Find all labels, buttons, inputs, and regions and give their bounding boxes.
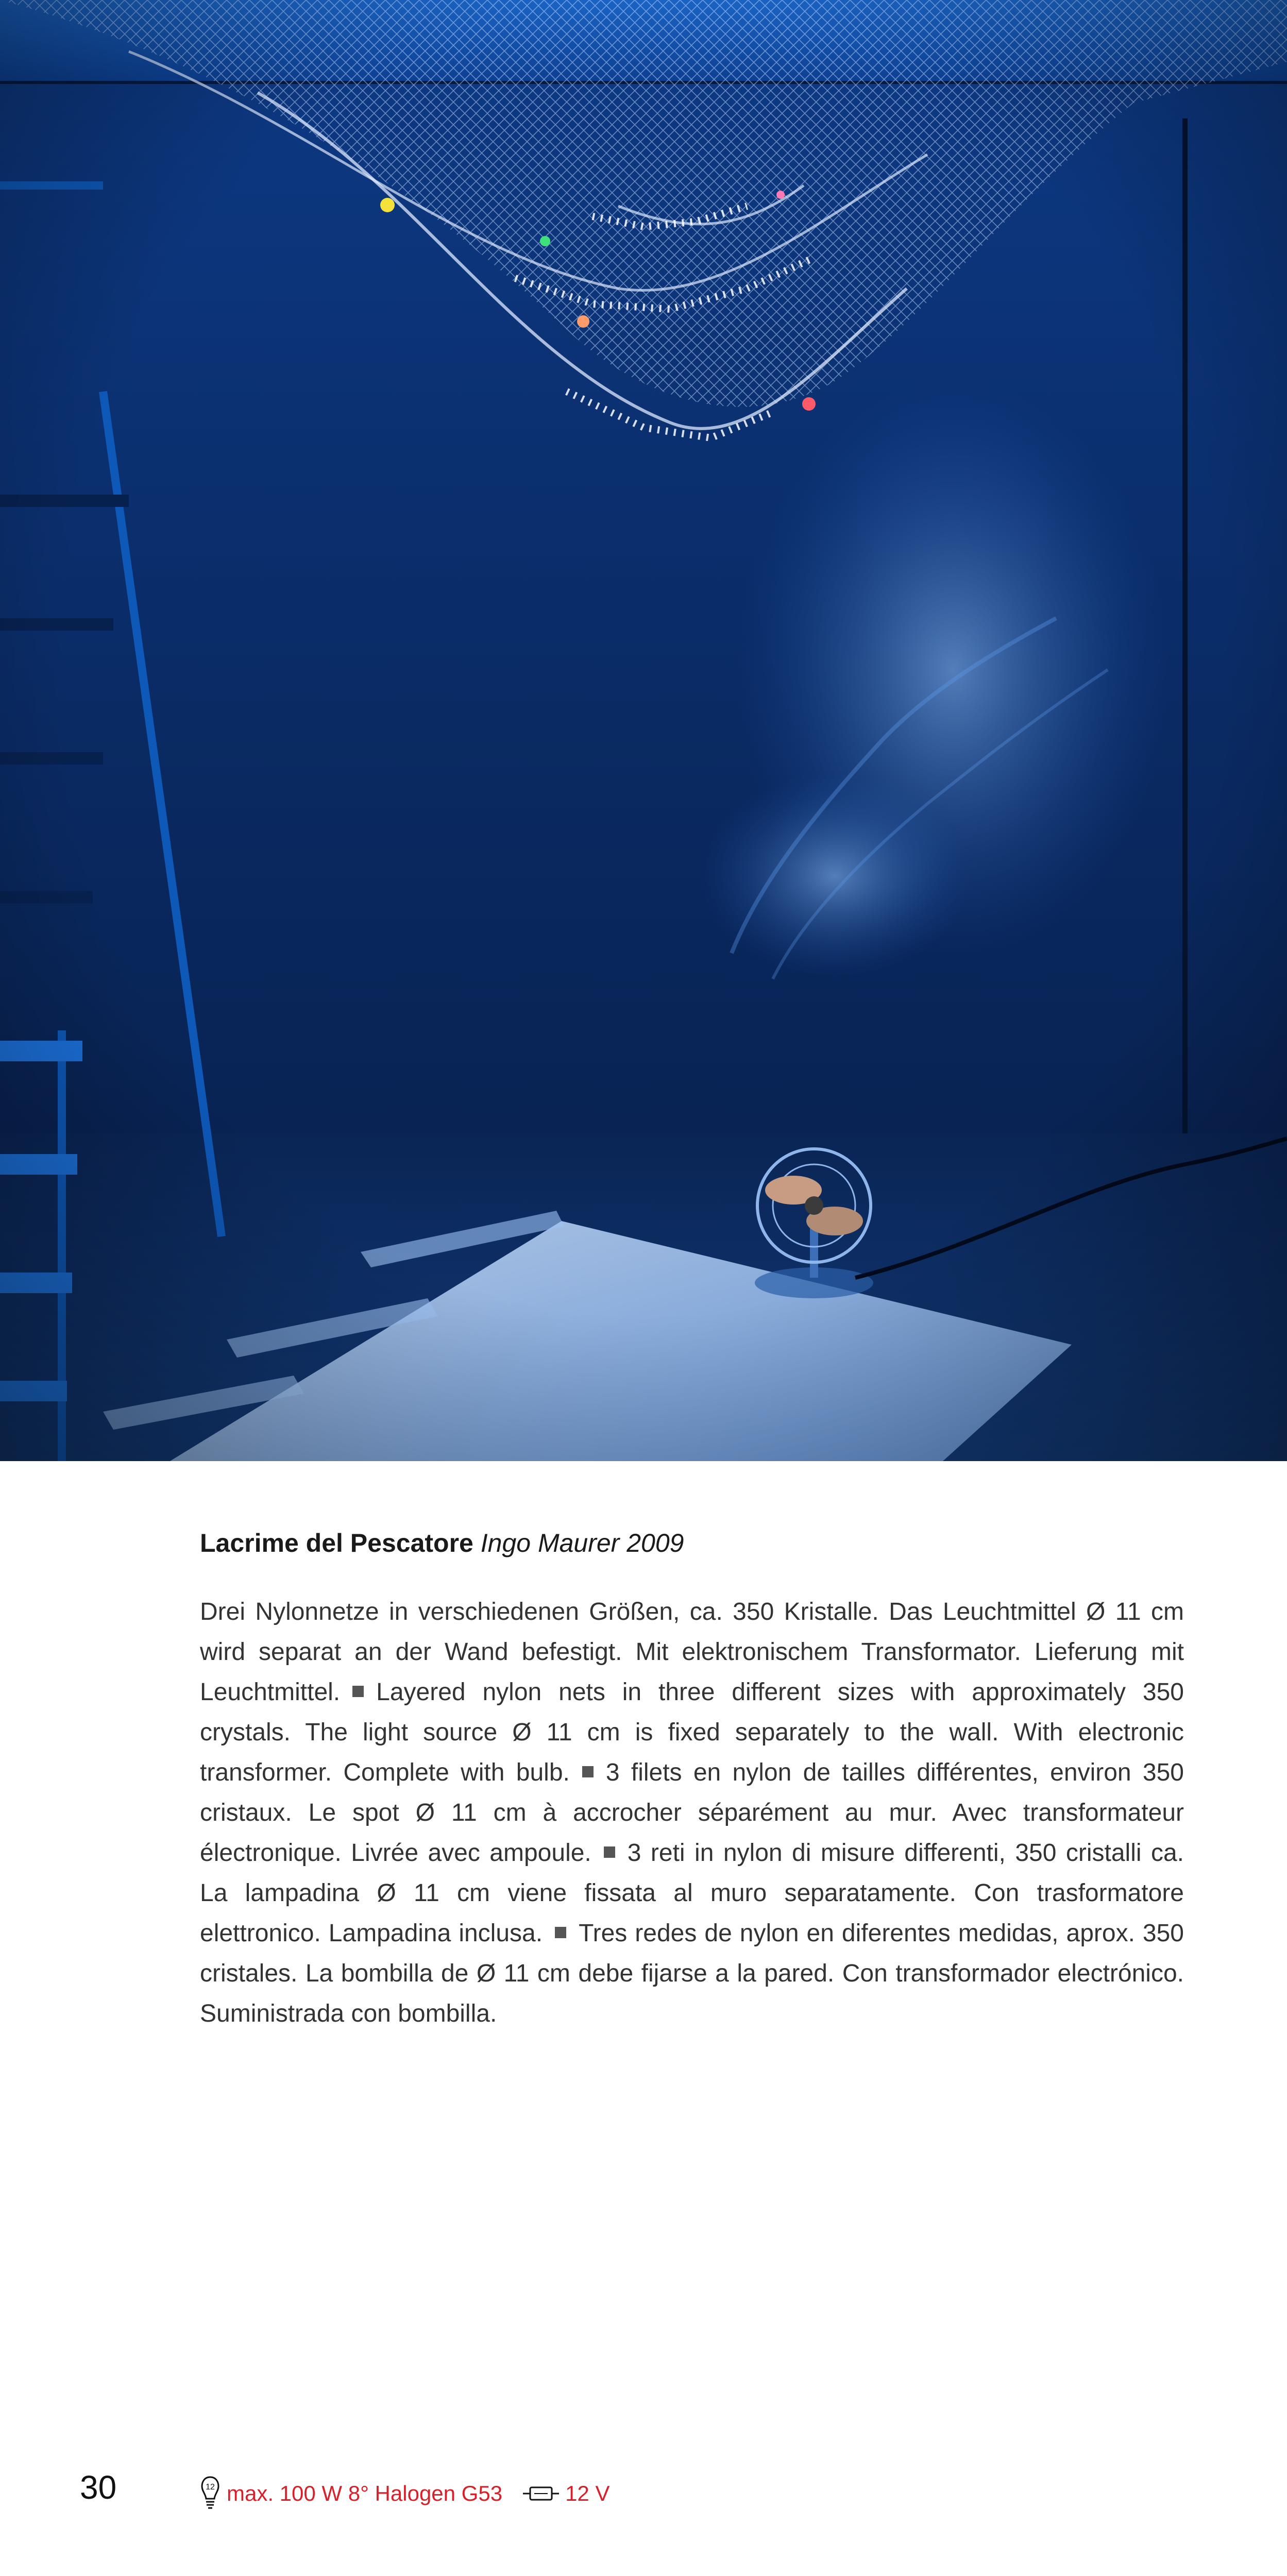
- description-es: Tres redes de nylon en diferentes medidas, aprox. 350 cristales. La bombilla de Ø 11 cm debe fijarse a la pared. Con transformador electrónico. Suministrada con bombilla.: [200, 1920, 1184, 2027]
- separator-square-icon: [604, 1846, 615, 1858]
- separator-square-icon: [582, 1766, 594, 1777]
- product-heading: [200, 1525, 1179, 1561]
- bulb-icon: [200, 2475, 221, 2512]
- page-number: 30: [80, 2469, 117, 2506]
- lamp-spec: [200, 2473, 609, 2514]
- designer-year: Ingo Maurer 2009: [480, 1529, 684, 1557]
- separator-square-icon: [352, 1686, 364, 1697]
- product-description: [200, 1592, 1184, 2034]
- separator-square-icon: [555, 1927, 566, 1938]
- bulb-spec: max. 100 W 8° Halogen G53: [227, 2481, 503, 2505]
- description-fr: 3 filets en nylon de tailles différentes, environ 350 cristaux. Le spot Ø 11 cm à accrocher séparément au mur. Avec transformateur électronique. Livrée avec ampoule.: [200, 1759, 1184, 1867]
- description-en: Layered nylon nets in three different sizes with approximately 350 crystals. The light source Ø 11 cm is fixed separately to the wall. With electronic transformer. Complete with bulb.: [200, 1679, 1184, 1786]
- product-name: Lacrime del Pescatore: [200, 1529, 473, 1557]
- transformer-icon: [523, 2483, 559, 2504]
- voltage: 12 V: [565, 2481, 610, 2505]
- description-it: 3 reti in nylon di misure differenti, 350 cristalli ca. La lampadina Ø 11 cm viene fissata al muro separatamente. Con trasformatore elettronico. Lampadina inclusa.: [200, 1839, 1184, 1947]
- svg-text:12: 12: [206, 2483, 215, 2492]
- description-de: Drei Nylonnetze in verschiedenen Größen, ca. 350 Kristalle. Das Leuchtmittel Ø 11 cm wird separat an der Wand befestigt. Mit elektronischem Transformator. Lieferung mit Leuchtmittel.: [200, 1598, 1184, 1706]
